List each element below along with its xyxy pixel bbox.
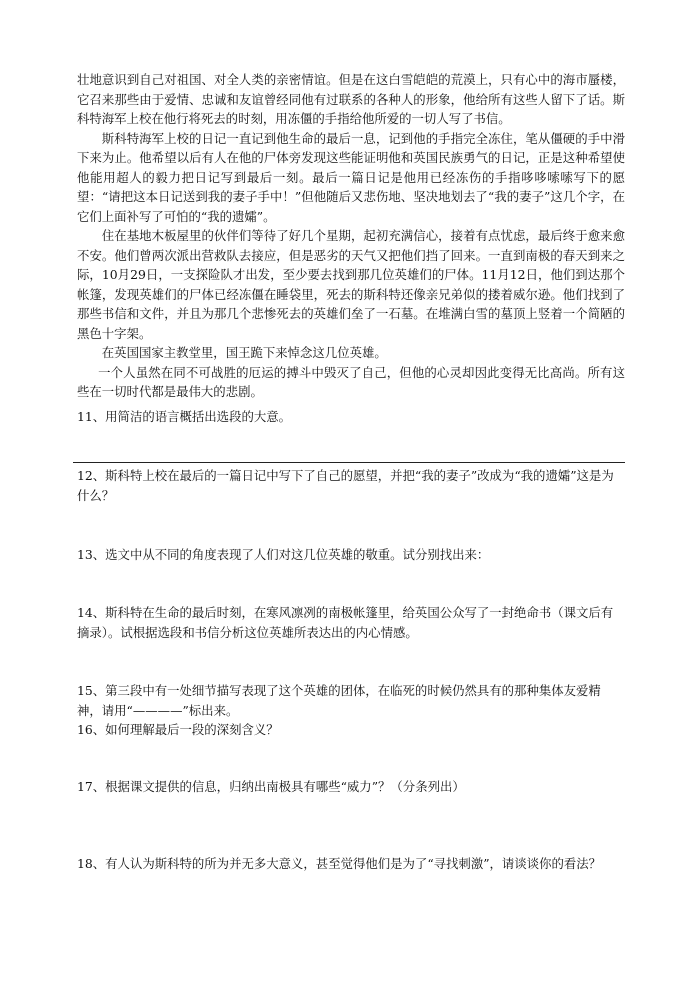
question-17: 17、根据课文提供的信息，归纳出南极具有哪些“威力”？（分条列出） (77, 779, 465, 794)
question-13: 13、选文中从不同的角度表现了人们对这几位英雄的敬重。试分别找出来： (77, 547, 490, 562)
reading-passage (77, 70, 625, 402)
question-16: 16、如何理解最后一段的深刻含义？ (77, 722, 279, 737)
question-11: 11、用简洁的语言概括出选段的大意。 (77, 409, 292, 424)
passage-paragraph: 壮地意识到自己对祖国、对全人类的亲密情谊。但是在这白雪皑皑的荒漠上，只有心中的海市蜃楼，它召来那些由于爱情、忠诚和友谊曾经同他有过联系的各种人的形象，他给所有这些人留下了话。斯科特海军上校在他行将死去的时刻，用冻僵的手指给他所爱的一切人写了书信。 (77, 72, 625, 126)
answer-line (73, 462, 625, 463)
passage-paragraph: 斯科特海军上校的日记一直记到他生命的最后一息，记到他的手指完全冻住，笔从僵硬的手中滑下来为止。他希望以后有人在他的尸体旁发现这些能证明他和英国民族勇气的日记，正是这种希望使他能用超人的毅力把日记写到最后一刻。最后一篇日记是他用已经冻伤的手指哆哆嗦嗦写下的愿望：“请把这本日记送到我的妻子手中！”但他随后又悲伤地、坚决地划去了“我的妻子”这几个字，在它们上面补写了可怕的“我的遗孀”。 (77, 130, 625, 224)
passage-paragraph: 在英国国家主教堂里，国王跪下来悼念这几位英雄。 (101, 345, 387, 360)
passage-paragraph: 一个人虽然在同不可战胜的厄运的搏斗中毁灭了自己，但他的心灵却因此变得无比高尚。所有这些在一切时代都是最伟大的悲剧。 (77, 364, 625, 399)
question-12: 12、斯科特上校在最后的一篇日记中写下了自己的愿望，并把“我的妻子”改成为“我的遗孀”这是为什么？ (77, 468, 614, 503)
question-15: 15、第三段中有一处细节描写表现了这个英雄的团体，在临死的时候仍然具有的那种集体友爱精神，请用“————”标出来。 (77, 683, 601, 718)
passage-paragraph: 住在基地木板屋里的伙伴们等待了好几个星期，起初充满信心，接着有点忧虑，最后终于愈来愈不安。他们曾两次派出营救队去接应，但是恶劣的天气又把他们挡了回来。一直到南极的春天到来之际，10月29日，一支探险队才出发，至少要去找到那几位英雄们的尸体。11月12日，他们到达那个帐篷，发现英雄们的尸体已经冻僵在睡袋里，死去的斯科特还像亲兄弟似的搂着威尔逊。他们找到了那些书信和文件，并且为那几个悲惨死去的英雄们垒了一石墓。在堆满白雪的墓顶上竖着一个简陋的黑色十字架。 (77, 228, 625, 341)
question-18: 18、有人认为斯科特的所为并无多大意义，甚至觉得他们是为了“寻找刺激”，请谈谈你的看法？ (77, 856, 602, 871)
question-14: 14、斯科特在生命的最后时刻，在寒风凛冽的南极帐篷里，给英国公众写了一封绝命书（课文后有摘录）。试根据选段和书信分析这位英雄所表达出的内心情感。 (77, 605, 614, 640)
